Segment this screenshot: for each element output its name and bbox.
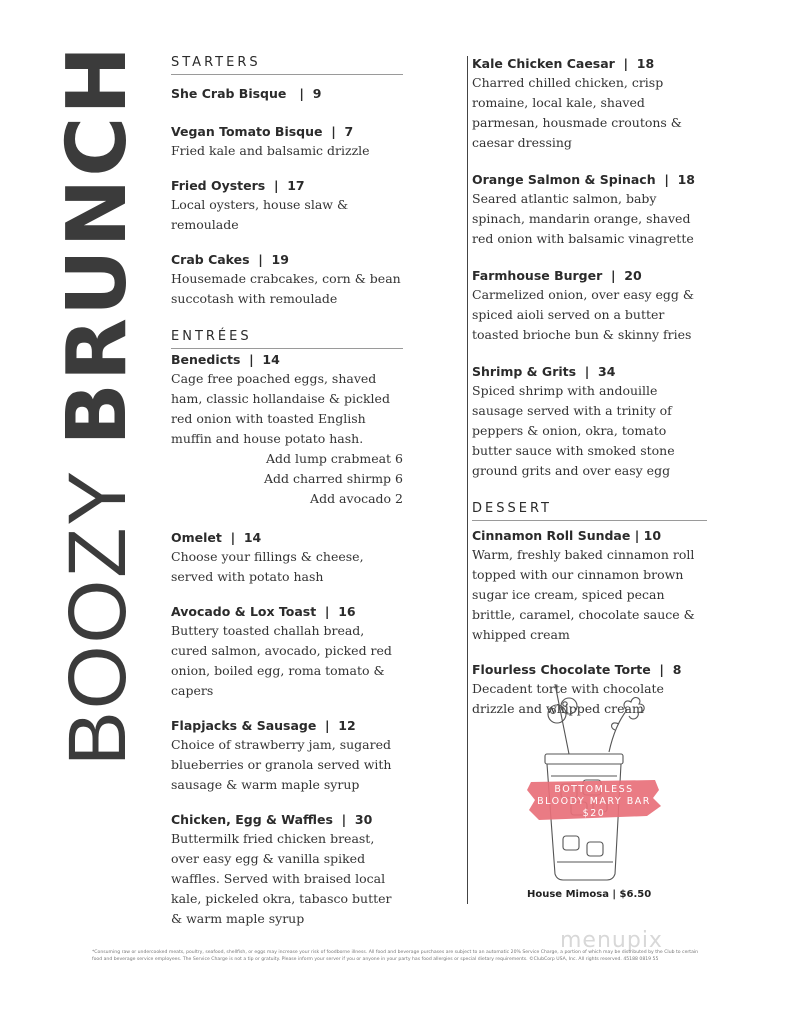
- item-name: Farmhouse Burger | 20: [472, 268, 642, 283]
- item-description: Seared atlantic salmon, baby spinach, mandarin orange, shaved red onion with balsamic vinagrette: [472, 191, 694, 246]
- menu-item: [171, 251, 403, 309]
- item-name: Crab Cakes | 19: [171, 252, 289, 267]
- menu-item: [171, 351, 403, 509]
- menu-item: [472, 55, 707, 153]
- item-description: Choice of strawberry jam, sugared blueberries or granola served with sausage & warm maple syrup: [171, 737, 392, 792]
- right-column: [472, 55, 707, 735]
- promo-line1: BOTTOMLESS: [554, 784, 634, 795]
- item-name: Kale Chicken Caesar | 18: [472, 56, 655, 71]
- title-boozy: BOOZY: [52, 445, 143, 766]
- house-mimosa: House Mimosa | $6.50: [527, 889, 652, 900]
- menu-item: [472, 527, 707, 645]
- item-name: Chicken, Egg & Waffles | 30: [171, 812, 373, 827]
- item-description: Housemade crabcakes, corn & bean succotash with remoulade: [171, 271, 401, 306]
- menu-item: [171, 85, 403, 103]
- item-description: Buttery toasted challah bread, cured salmon, avocado, picked red onion, boiled egg, roma tomato & capers: [171, 623, 392, 698]
- menu-item: [171, 177, 403, 235]
- menu-item: [171, 529, 403, 587]
- watermark: menupix: [560, 928, 663, 953]
- item-name: Avocado & Lox Toast | 16: [171, 604, 356, 619]
- addon-avocado: Add avocado 2: [310, 491, 403, 506]
- menu-item: [171, 717, 403, 795]
- item-name: Omelet | 14: [171, 530, 262, 545]
- promo-text: [527, 784, 661, 820]
- menu-item: [472, 267, 707, 345]
- item-name: Shrimp & Grits | 34: [472, 364, 616, 379]
- item-description: Cage free poached eggs, shaved ham, classic hollandaise & pickled red onion with toasted English muffin and house potato hash.: [171, 371, 390, 446]
- item-name: Cinnamon Roll Sundae | 10: [472, 528, 662, 543]
- item-description: Charred chilled chicken, crisp romaine, local kale, shaved parmesan, housmade croutons & caesar dressing: [472, 75, 682, 150]
- addon-shrimp: Add charred shirmp 6: [263, 471, 403, 486]
- item-name: Benedicts | 14: [171, 352, 280, 367]
- item-name: Vegan Tomato Bisque | 7: [171, 124, 354, 139]
- entrees-heading: ENTRÉES: [171, 329, 403, 349]
- item-name: She Crab Bisque | 9: [171, 86, 322, 101]
- menu-item: [171, 123, 403, 161]
- promo-price: $20: [582, 808, 606, 819]
- addon-crabmeat: Add lump crabmeat 6: [266, 451, 403, 466]
- menu-item: [472, 171, 707, 249]
- item-name: Flapjacks & Sausage | 12: [171, 718, 356, 733]
- column-divider: [467, 56, 468, 904]
- item-description: Fried kale and balsamic drizzle: [171, 143, 370, 158]
- item-name: Fried Oysters | 17: [171, 178, 305, 193]
- item-name: Orange Salmon & Spinach | 18: [472, 172, 695, 187]
- item-description: Buttermilk fried chicken breast, over easy egg & vanilla spiked waffles. Served with braised local kale, pickeled okra, tabasco butter & warm maple syrup: [171, 831, 392, 926]
- menu-item: [171, 603, 403, 701]
- item-description: Warm, freshly baked cinnamon roll topped with our cinnamon brown sugar ice cream, spiced pecan brittle, caramel, chocolate sauce & whipped cream: [472, 547, 695, 642]
- item-description: Decadent torte with chocolate drizzle and whipped cream: [472, 681, 664, 716]
- item-description: Local oysters, house slaw & remoulade: [171, 197, 349, 232]
- item-description: Carmelized onion, over easy egg & spiced aioli served on a butter toasted brioche bun & skinny fries: [472, 287, 695, 342]
- starters-heading: STARTERS: [171, 55, 403, 75]
- item-description: Choose your fillings & cheese, served with potato hash: [171, 549, 364, 584]
- promo-line2: BLOODY MARY BAR: [537, 796, 651, 807]
- menu-item: [472, 363, 707, 481]
- item-description: Spiced shrimp with andouille sausage served with a trinity of peppers & onion, okra, tomato butter sauce with smoked stone ground grits and over easy egg: [472, 383, 675, 478]
- dessert-heading: DESSERT: [472, 501, 707, 521]
- bloody-mary-promo: [527, 776, 661, 822]
- left-column: [171, 55, 403, 945]
- item-name: Flourless Chocolate Torte | 8: [472, 662, 682, 677]
- menu-item: [171, 811, 403, 929]
- menu-title: [50, 43, 145, 766]
- fine-print: *Consuming raw or undercooked meats, poultry, seafood, shellfish, or eggs may increase your risk of foodborne illness. All food and beverage purchases are subject to an automatic 20% Service Charge, a portion of which may be distributed by the Club to certain food and beverage service employees. The Service Charge is not a tip or gratuity. Please inform your server if you or anyone in your party has food allergies or special dietary requirements. ©ClubCorp USA, Inc. All rights reserved. 45188 0819 55: [92, 950, 699, 962]
- title-brunch: BRUNCH: [50, 43, 145, 446]
